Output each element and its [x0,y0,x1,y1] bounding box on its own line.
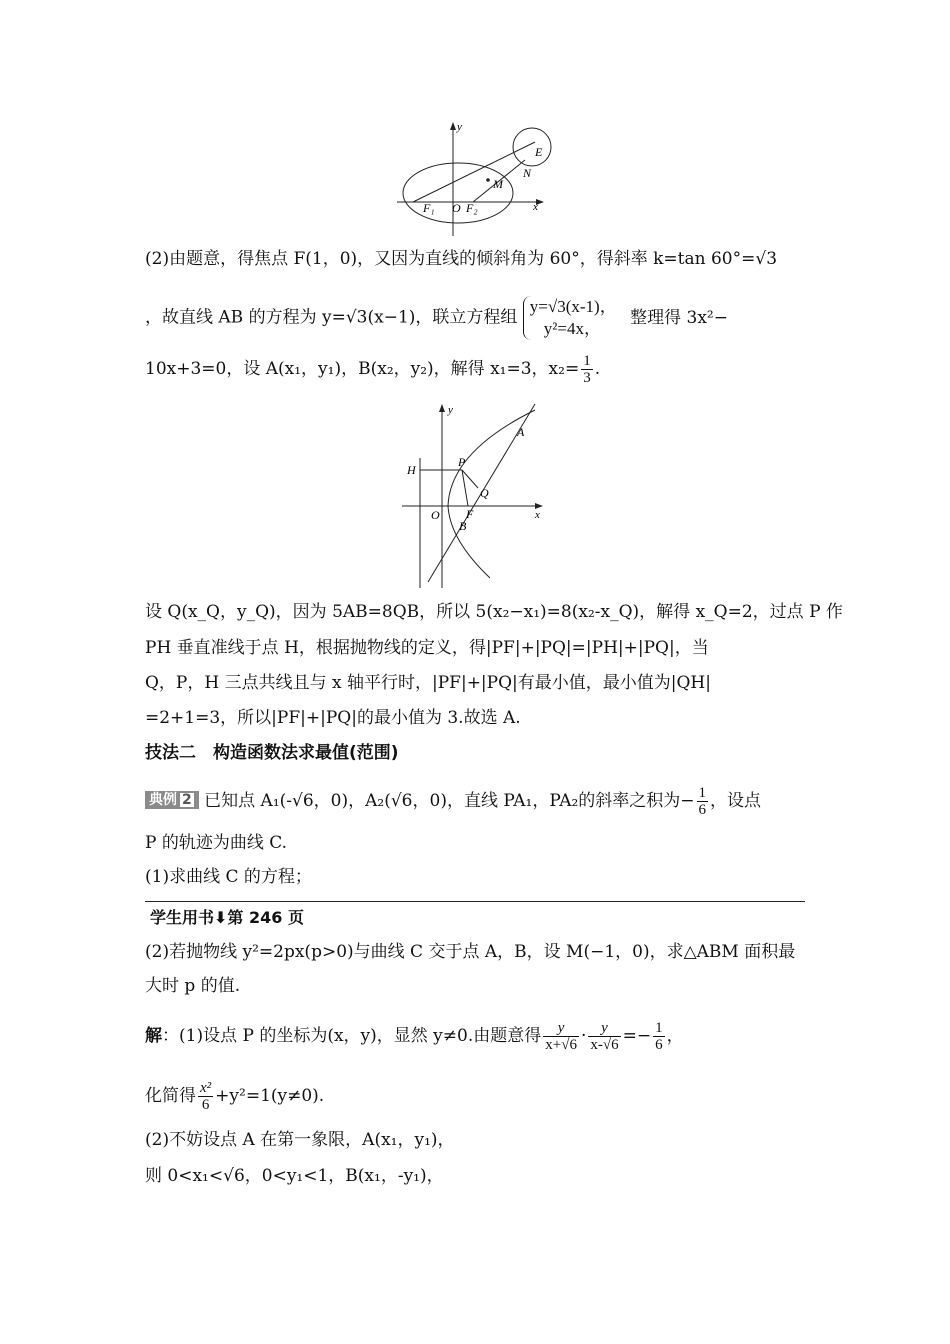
question2-line1: (2)若抛物线 y²=2px(p>0)与曲线 C 交于点 A，B，设 M(−1，0)，求△ABM 面积最 [145,942,796,962]
page-marker: 学生用书⬇第 246 页 [150,908,304,927]
frac-num: 1 [698,785,707,801]
solution-label: 解 [145,1026,162,1046]
badge-text: 典例 [149,792,177,808]
frac-num: 1 [583,353,591,369]
fig1-label-e: E [535,145,543,159]
equation-system [523,296,617,340]
frac-den: 6 [698,802,707,818]
para1-line1: (2)由题意，得焦点 F(1，0)，又因为直线的倾斜角为 60°，得斜率 k=tan 60°=√3 [145,249,778,269]
fraction-one-sixth [697,785,709,818]
fig2-label-o: O [431,508,440,522]
frac-den: x-√6 [590,1037,619,1053]
fraction-x2-over-6 [198,1080,213,1113]
fig2-label-a: A [517,425,525,439]
fraction-one-sixth-result [653,1020,665,1053]
fig1-label-m: M [493,177,503,191]
fig2-label-h: H [407,463,416,477]
fig1-label-y: y [457,121,462,133]
fig2-label-x: x [535,509,540,521]
para1-line3-text: 10x+3=0，设 A(x₁，y₁)，B(x₂，y₂)，解得 x₁=3，x₂= [145,359,580,379]
para1-line2-a: ，故直线 AB 的方程为 y=√3(x−1)，联立方程组 [145,307,518,328]
fraction-y-over-x-plus [543,1020,579,1053]
para2-line2: PH 垂直准线于点 H，根据抛物线的定义，得|PF|+|PQ|=|PH|+|PQ|，当 [145,638,709,658]
fig1-label-n: N [523,166,532,180]
system-eq1: y=√3(x-1)， [529,297,617,316]
question2-line2: 大时 p 的值. [145,976,241,996]
solution-line2-b: +y²=1(y≠0). [215,1086,325,1106]
example-badge [145,791,199,809]
fig2-label-q: Q [480,486,489,500]
frac-num: x² [200,1080,212,1096]
para2-line1: 设 Q(x_Q，y_Q)，因为 5AB=8QB，所以 5(x₂−x₁)=8(x₂-x_Q)，解得 x_Q=2，过点 P 作 [145,602,843,622]
para2-line3: Q，P，H 三点共线且与 x 轴平行时，|PF|+|PQ|有最小值，最小值为|QH| [145,673,711,693]
section-divider [145,901,805,902]
fraction-one-third [581,353,593,386]
frac-den: 6 [655,1037,663,1053]
fig1-label-x: x [533,201,538,213]
solution-line1 [145,1020,805,1053]
solution-line2 [145,1080,805,1113]
ellipse-circle-figure [395,118,560,238]
frac-num: 1 [655,1020,663,1036]
fig1-label-f2: F₂ [466,201,478,215]
para1-line3 [145,353,805,386]
para1-line2-b: 整理得 3x²− [630,307,728,328]
fig2-label-f: F [466,507,474,521]
para1-line3-end: . [594,359,601,379]
example-line3: (1)求曲线 C 的方程； [145,867,312,887]
section-title: 技法二 构造函数法求最值(范围) [145,743,399,763]
parabola-figure [400,400,550,590]
fig1-label-f1: F₁ [423,201,435,215]
equals-minus: =− [622,1026,652,1046]
fraction-y-over-x-minus [588,1020,620,1053]
solution-line1-end: ， [666,1026,684,1046]
fig1-label-o: O [452,201,461,215]
para2-line4: =2+1=3，所以|PF|+|PQ|的最小值为 3.故选 A. [145,708,521,728]
fig2-label-p: P [458,455,466,469]
frac-num: y [588,1020,620,1037]
frac-den: 6 [201,1097,210,1113]
frac-den: 3 [583,370,591,386]
para1-line2 [145,296,805,340]
badge-number: 2 [179,792,195,808]
system-eq2: y²=4x， [543,319,601,338]
fig2-label-y: y [448,404,453,416]
frac-den: x+√6 [545,1037,577,1053]
frac-num: y [543,1020,579,1037]
fig2-label-b: B [459,519,467,533]
solution-line1-text: ：(1)设点 P 的坐标为(x，y)，显然 y≠0.由题意得 [162,1026,542,1046]
example-line1 [145,785,805,818]
example-line1-end: ，设点 [710,791,762,811]
example-line2: P 的轨迹为曲线 C. [145,833,288,853]
multiply-dot: · [580,1026,587,1046]
solution-line4: 则 0<x₁<√6，0<y₁<1，B(x₁，-y₁)， [145,1166,444,1186]
solution-line3: (2)不妨设点 A 在第一象限，A(x₁，y₁)， [145,1130,455,1150]
example-line1-text: 已知点 A₁(-√6，0)，A₂(√6，0)，直线 PA₁，PA₂的斜率之积为− [204,791,695,811]
solution-line2-a: 化简得 [145,1086,196,1106]
